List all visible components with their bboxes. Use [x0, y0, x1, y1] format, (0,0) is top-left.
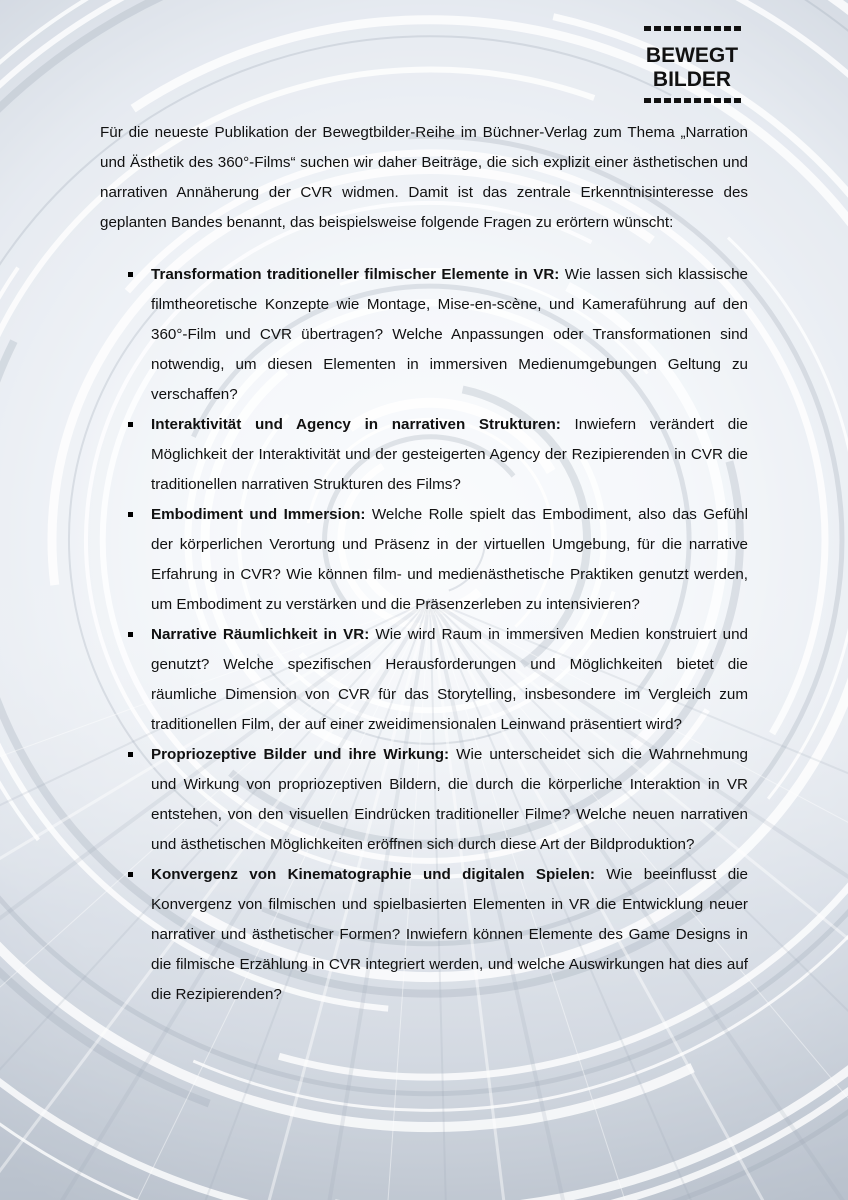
film-sprocket-icon	[644, 26, 651, 31]
film-sprocket-icon	[684, 26, 691, 31]
list-item	[100, 740, 748, 860]
film-sprocket-icon	[644, 98, 651, 103]
film-sprocket-icon	[694, 98, 701, 103]
question-term: Interaktivität und Agency in narrativen Strukturen:	[151, 416, 561, 433]
list-item	[100, 410, 748, 500]
list-item	[100, 500, 748, 620]
list-item	[100, 860, 748, 1010]
film-sprocket-icon	[654, 26, 661, 31]
film-sprocket-icon	[714, 26, 721, 31]
film-sprocket-icon	[684, 98, 691, 103]
question-text: Wie wird Raum in immersiven Medien konstruiert und genutzt? Welche spezifischen Herausforderungen und Möglichkeiten bietet die räumliche Dimension von CVR für das Storytelling, insbesondere im Vergleich zum traditionellen Film, der auf einer zweidimensionalen Leinwand präsentiert wird?	[151, 626, 748, 733]
film-sprocket-icon	[664, 26, 671, 31]
question-term: Konvergenz von Kinematographie und digitalen Spielen:	[151, 866, 595, 883]
square-bullet-icon	[128, 752, 133, 757]
question-text: Welche Rolle spielt das Embodiment, also das Gefühl der körperlichen Verortung und Präsenz in der virtuellen Umgebung, für die narrative Erfahrung in CVR? Wie können film- und medienästhetische Praktiken genutzt werden, um Embodiment zu verstärken und die Präsenzerleben zu intensivieren?	[151, 506, 748, 613]
question-text: Wie lassen sich klassische filmtheoretische Konzepte wie Montage, Mise-en-scène, und Kameraführung auf den 360°-Film und CVR übertragen? Welche Anpassungen oder Transformationen sind notwendig, um diesen Elementen in immersiven Medienumgebungen Geltung zu verschaffen?	[151, 266, 749, 403]
film-sprocket-icon	[674, 98, 681, 103]
question-text: Wie beeinflusst die Konvergenz von filmischen und spielbasierten Elementen in VR die Entwicklung neuer narrativer und ästhetischer Formen? Inwiefern können Elemente des Game Designs in die filmische Erzählung in CVR integriert werden, und welche Auswirkungen hat dies auf die Rezipierenden?	[151, 866, 748, 1003]
square-bullet-icon	[128, 872, 133, 877]
intro-paragraph: Für die neueste Publikation der Bewegtbilder-Reihe im Büchner-Verlag zum Thema „Narration und Ästhetik des 360°-Films“ suchen wir daher Beiträge, die sich explizit einer ästhetischen und narrativen Annäherung der CVR widmen. Damit ist das zentrale Erkenntnisinteresse des geplanten Bandes benannt, das beispielsweise folgende Fragen zu erörtern wünscht:	[100, 124, 748, 231]
film-sprocket-icon	[694, 26, 701, 31]
question-term: Narrative Räumlichkeit in VR:	[151, 626, 370, 643]
film-sprocket-icon	[724, 98, 731, 103]
square-bullet-icon	[128, 512, 133, 517]
square-bullet-icon	[128, 272, 133, 277]
question-term: Transformation traditioneller filmischer Elemente in VR:	[151, 266, 560, 283]
question-term: Embodiment und Immersion:	[151, 506, 366, 523]
document-body	[100, 118, 748, 1010]
question-list	[100, 260, 748, 1010]
film-sprocket-icon	[674, 26, 681, 31]
logo-line-1: BEWEGT	[645, 44, 739, 67]
question-text: Inwiefern verändert die Möglichkeit der Interaktivität und der gesteigerten Agency der Rezipierenden in CVR die traditionellen narrativen Strukturen des Films?	[151, 416, 748, 493]
film-sprocket-icon	[704, 98, 711, 103]
square-bullet-icon	[128, 632, 133, 637]
logo-line-2: BILDER	[652, 68, 732, 91]
list-item	[100, 620, 748, 740]
film-sprocket-icon	[704, 26, 711, 31]
film-sprocket-icon	[654, 98, 661, 103]
film-sprocket-icon	[734, 98, 741, 103]
film-sprocket-icon	[664, 98, 671, 103]
film-sprocket-icon	[734, 26, 741, 31]
list-item	[100, 260, 748, 410]
question-text: Wie unterscheidet sich die Wahrnehmung und Wirkung von propriozeptiven Bildern, die durch die körperliche Interaktion in VR entstehen, von den visuellen Eindrücken traditioneller Filme? Welche neuen narrativen und ästhetischen Möglichkeiten eröffnen sich durch diese Art der Bildproduktion?	[151, 746, 748, 853]
square-bullet-icon	[128, 422, 133, 427]
film-sprocket-icon	[724, 26, 731, 31]
bewegtbilder-logo	[641, 22, 743, 106]
question-term: Propriozeptive Bilder und ihre Wirkung:	[151, 746, 450, 763]
film-sprocket-icon	[714, 98, 721, 103]
